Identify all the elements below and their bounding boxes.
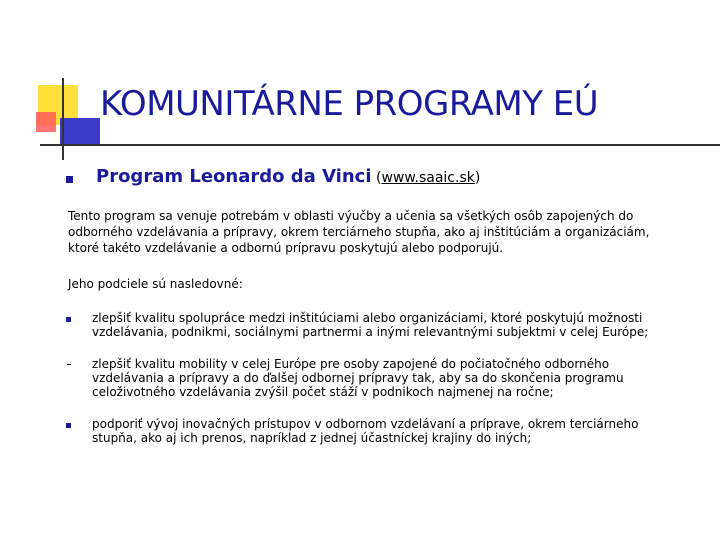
intro-paragraph [68, 208, 649, 256]
list-item-line: celoživotného vzdelávania zvýšil počet stáží v podnikoch najmenej na ročne; [92, 385, 554, 399]
paren-close: ) [474, 170, 481, 186]
intro-line: Tento program sa venuje potrebám v oblasti výučby a učenia sa všetkých osôb zapojených do [68, 209, 634, 223]
decor-red-square [36, 112, 56, 132]
list-item-line: stupňa, ako aj ich prenos, napríklad z jednej účastníckej krajiny do iných; [92, 431, 532, 445]
intro-line: ktoré takéto vzdelávanie a odbornú prípravu poskytujú alebo podporujú. [68, 241, 504, 255]
decor-blue-square [60, 118, 100, 144]
square-bullet-icon [66, 317, 71, 322]
main-item [96, 166, 480, 187]
list-item-line: zlepšiť kvalitu spolupráce medzi inštitúciami alebo organizáciami, ktoré poskytujú možnosti [92, 311, 643, 325]
list-item-line: vzdelávania, podnikmi, sociálnymi partnermi a inými relevantnými subjektmi v celej Európe; [92, 325, 649, 339]
intro-line: odborného vzdelávania a prípravy, okrem terciárneho stupňa, ako aj inštitúciám a organizáciám, [68, 225, 650, 239]
subgoals-heading: Jeho podciele sú nasledovné: [68, 277, 243, 291]
dash-bullet-icon [67, 364, 71, 365]
decor-horizontal-line [40, 144, 720, 146]
slide-title: KOMUNITÁRNE PROGRAMY EÚ [100, 84, 599, 124]
paren-open: ( [371, 170, 382, 186]
list-item [92, 417, 638, 445]
list-item-line: podporiť vývoj inovačných prístupov v odbornom vzdelávaní a príprave, okrem terciárneho [92, 417, 639, 431]
main-bullet-icon [66, 176, 73, 183]
decor-vertical-line [62, 78, 64, 160]
list-item-line: zlepšiť kvalitu mobility v celej Európe pre osoby zapojené do počiatočného odborného [92, 357, 610, 371]
program-heading: Program Leonardo da Vinci [96, 166, 372, 187]
square-bullet-icon [66, 423, 71, 428]
program-link[interactable]: www.saaic.sk [381, 170, 475, 186]
list-item [92, 357, 624, 399]
list-item-line: vzdelávania a prípravy a do ďalšej odbornej prípravy tak, aby sa do skončenia programu [92, 371, 624, 385]
list-item [92, 311, 648, 339]
